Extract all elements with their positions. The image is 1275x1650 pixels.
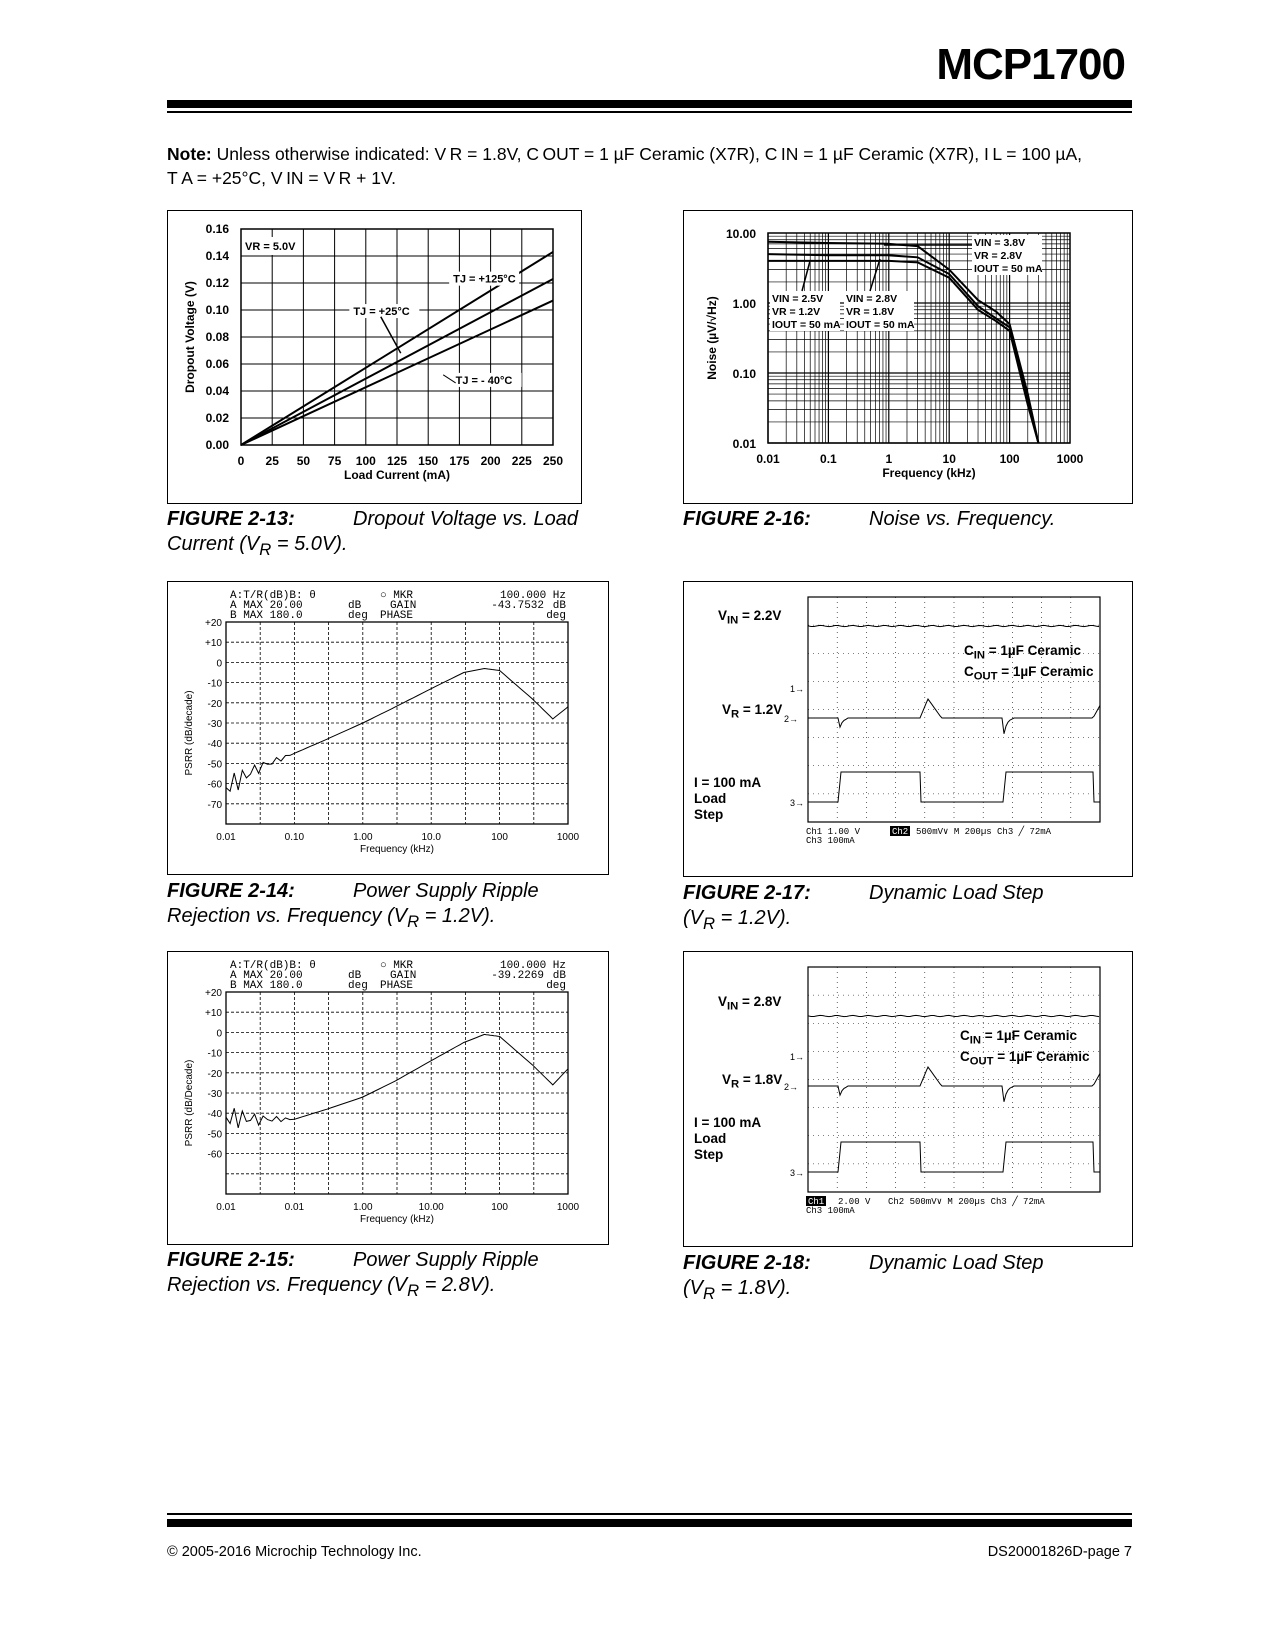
vr-trace	[808, 699, 1100, 734]
load-step-label: I = 100 mA Load Step	[694, 1115, 762, 1162]
figure-2-13-panel	[167, 210, 582, 504]
y-tick-label: -70	[207, 799, 222, 811]
y-tick-label: 0.06	[205, 357, 229, 371]
annotation-label: VR = 1.8V	[846, 306, 895, 318]
y-tick-label: 1.00	[732, 297, 756, 311]
x-tick-label: 0	[237, 454, 245, 468]
y-tick-label: 0.16	[205, 222, 229, 236]
x-tick-label: 0.01	[756, 452, 780, 466]
analyzer-header: deg	[546, 610, 566, 622]
annotation-label: VR = 1.2V	[772, 306, 821, 318]
figure-2-17-caption	[683, 881, 1123, 936]
status-line: Ch1 1.00 V	[806, 827, 861, 837]
channel-marker: 1→	[789, 1052, 804, 1062]
figure-2-18-panel	[683, 951, 1133, 1247]
annotation-label: IOUT = 50 mA	[846, 319, 915, 331]
header-rule-thick	[167, 100, 1132, 108]
vr-label: $V_R = 1.2V$	[722, 702, 783, 721]
figure-2-14-panel	[167, 581, 609, 875]
y-tick-label: -20	[207, 698, 222, 710]
y-axis-label: Dropout Voltage (V)	[183, 281, 197, 393]
figure-2-15-panel	[167, 951, 609, 1245]
x-tick-label: 0.01	[216, 832, 236, 843]
x-tick-label: 25	[265, 454, 279, 468]
y-tick-label: 0	[216, 658, 222, 670]
analyzer-header: ○ MKR	[380, 960, 414, 972]
y-tick-label: 0.02	[205, 411, 229, 425]
y-tick-label: -40	[207, 739, 222, 751]
y-tick-label: -10	[207, 678, 222, 690]
y-axis-label: PSRR (dB/Decade)	[184, 1059, 195, 1147]
x-tick-label: 1000	[556, 1202, 580, 1213]
analyzer-header: deg	[348, 610, 368, 622]
figure-2-13-caption	[167, 507, 597, 562]
status-line: 2.00 V	[838, 1197, 871, 1207]
caption-sub: R	[703, 1284, 716, 1303]
x-tick-label: 150	[418, 454, 439, 468]
y-tick-label: 0	[216, 1028, 222, 1040]
y-tick-label: 0.01	[732, 437, 756, 451]
series-label: TJ = +25°C	[353, 306, 410, 319]
caption-text: Current (V	[167, 533, 260, 555]
caption-text: Dynamic Load Step	[869, 1252, 1044, 1274]
leader-line	[381, 317, 401, 353]
status-line: 500mV∨ M 200µs Ch3 ╱ 72mA	[916, 827, 1052, 837]
x-axis-label: Load Current (mA)	[344, 468, 450, 482]
x-tick-label: 200	[480, 454, 501, 468]
x-tick-label: 125	[386, 454, 408, 468]
y-axis-label: PSRR (dB/decade)	[184, 690, 195, 776]
analyzer-header: dB	[348, 970, 362, 982]
series-label: TJ = +125°C	[453, 273, 516, 286]
x-tick-label: 0.01	[284, 1202, 305, 1213]
annotation-label: VR = 2.8V	[974, 250, 1023, 262]
y-tick-label: 0.10	[732, 367, 756, 381]
caption-text: Dynamic Load Step	[869, 882, 1044, 904]
figure-2-16-panel	[683, 210, 1133, 504]
caption-number: FIGURE 2-15:	[167, 1249, 295, 1271]
x-axis-label: Frequency (kHz)	[360, 844, 434, 855]
analyzer-header: GAIN	[390, 970, 417, 982]
caption-sub: R	[703, 914, 716, 933]
caption-text: Rejection vs. Frequency (V	[167, 1274, 408, 1296]
caption-text: Rejection vs. Frequency (V	[167, 905, 408, 927]
page-title: MCP1700	[936, 40, 1125, 89]
conditions-note	[167, 142, 1132, 190]
caption-text: Noise vs. Frequency.	[869, 508, 1056, 530]
analyzer-header: A MAX 20.00	[230, 600, 303, 612]
caption-text: = 5.0V).	[271, 533, 348, 555]
x-tick-label: 100	[491, 832, 508, 843]
figure-2-14-caption	[167, 879, 607, 934]
x-axis-label: Frequency (kHz)	[882, 466, 976, 480]
caption-text: Power Supply Ripple	[353, 880, 539, 902]
vin-trace	[808, 1015, 1099, 1016]
channel-marker: 2→	[783, 714, 798, 724]
y-tick-label: +20	[205, 988, 222, 999]
analyzer-header: A:T/R(dB)B: θ	[230, 960, 316, 972]
y-tick-label: -60	[207, 1149, 222, 1161]
footer-rule-thick	[167, 1519, 1132, 1527]
analyzer-header: B MAX 180.0	[230, 610, 303, 622]
y-tick-label: 0.10	[205, 303, 229, 317]
x-axis-label: Frequency (kHz)	[360, 1214, 434, 1225]
y-tick-label: +20	[205, 618, 222, 629]
x-tick-label: 100	[355, 454, 376, 468]
y-tick-label: 0.00	[205, 438, 229, 452]
analyzer-header: B MAX 180.0	[230, 980, 303, 992]
caption-number: FIGURE 2-18:	[683, 1252, 811, 1274]
caption-text: Dropout Voltage vs. Load	[353, 508, 578, 530]
capacitor-label: $C_{IN} = 1\mu F$ Ceramic $C_{OUT} = 1\mu F$ Ceramic	[964, 643, 1094, 683]
y-tick-label: +10	[205, 638, 222, 650]
figure-2-15-caption	[167, 1248, 607, 1303]
x-tick-label: 10.00	[418, 1202, 444, 1213]
x-tick-label: 1000	[1056, 452, 1084, 466]
x-tick-label: 100	[491, 1202, 508, 1213]
caption-number: FIGURE 2-13:	[167, 508, 295, 530]
figure-2-17-panel	[683, 581, 1133, 877]
y-tick-label: -60	[207, 779, 222, 791]
analyzer-header: ○ MKR	[380, 590, 414, 602]
y-tick-label: -50	[207, 1129, 222, 1141]
series-label: TJ = - 40°C	[455, 374, 513, 387]
channel-marker: 3→	[789, 798, 804, 808]
x-tick-label: 100	[999, 452, 1020, 466]
caption-text: Power Supply Ripple	[353, 1249, 539, 1271]
caption-sub: R	[407, 1281, 420, 1300]
condition-label: VR = 5.0V	[245, 241, 296, 253]
status-line: Ch2 500mV∨ M 200µs Ch3 ╱ 72mA	[888, 1197, 1045, 1207]
caption-text: = 1.8V).	[715, 1277, 792, 1299]
y-tick-label: 0.12	[205, 276, 229, 290]
caption-number: FIGURE 2-17:	[683, 882, 811, 904]
y-axis-label: Noise (µV/√Hz)	[705, 296, 719, 380]
caption-text: = 1.2V).	[715, 907, 792, 929]
vr-label: $V_R = 1.8V$	[722, 1072, 783, 1091]
note-label: Note:	[167, 144, 212, 164]
caption-sub: R	[259, 540, 272, 559]
status-line: Ch3 100mA	[806, 1206, 855, 1216]
y-tick-label: -40	[207, 1109, 222, 1121]
y-tick-label: -50	[207, 759, 222, 771]
figure-2-16-caption	[683, 507, 1123, 532]
x-tick-label: 1000	[556, 832, 580, 843]
psrr-chart-2v8	[168, 952, 608, 1244]
analyzer-header: A:T/R(dB)B: θ	[230, 590, 316, 602]
y-tick-label: +10	[205, 1008, 222, 1020]
x-tick-label: 1	[885, 452, 893, 466]
psrr-chart-1v2	[168, 582, 608, 874]
caption-sub: R	[407, 912, 420, 931]
status-line: Ch1	[808, 1197, 825, 1207]
x-tick-label: 10	[942, 452, 956, 466]
load-step-label: I = 100 mA Load Step	[694, 775, 762, 822]
x-tick-label: 250	[542, 454, 564, 468]
footer-rule-thin	[167, 1513, 1132, 1515]
analyzer-header: 100.000 Hz	[499, 960, 566, 972]
vin-label: $V_{IN} = 2.8V$	[718, 994, 782, 1013]
vin-trace	[808, 625, 1099, 626]
caption-text: (V	[683, 1277, 703, 1299]
x-tick-label: 0.10	[284, 832, 305, 843]
annotation-label: IOUT = 50 mA	[974, 263, 1043, 275]
caption-number: FIGURE 2-14:	[167, 880, 295, 902]
analyzer-header: PHASE	[380, 610, 414, 622]
analyzer-header: dB	[552, 970, 566, 982]
x-tick-label: 225	[511, 454, 532, 468]
y-tick-label: -20	[207, 1068, 222, 1080]
channel-marker: 3→	[789, 1168, 804, 1178]
copyright: © 2005-2016 Microchip Technology Inc.	[167, 1544, 422, 1560]
caption-text: = 1.2V).	[419, 905, 496, 927]
y-tick-label: 10.00	[725, 227, 756, 241]
y-tick-label: 0.08	[205, 330, 229, 344]
analyzer-header: -39.2269	[491, 970, 544, 982]
analyzer-header: dB	[348, 600, 362, 612]
leader-line	[870, 259, 880, 291]
series-line	[768, 254, 1038, 443]
x-tick-label: 0.1	[820, 452, 837, 466]
annotation-label: VIN = 3.8V	[974, 237, 1026, 249]
vin-label: $V_{IN} = 2.2V$	[718, 608, 782, 627]
analyzer-header: -43.7532	[491, 600, 544, 612]
caption-text: = 2.8V).	[419, 1274, 496, 1296]
x-tick-label: 50	[296, 454, 311, 468]
x-tick-label: 75	[327, 454, 342, 468]
caption-text: (V	[683, 907, 703, 929]
capacitor-label: $C_{IN} = 1\mu F$ Ceramic $C_{OUT} = 1\mu F$ Ceramic	[960, 1028, 1090, 1068]
channel-marker: 1→	[789, 684, 804, 694]
note-line1: Unless otherwise indicated: V R = 1.8V, C OUT = 1 µF Ceramic (X7R), C IN = 1 µF Ceramic (X7R), I L = 100 µA,	[216, 144, 1083, 164]
x-tick-label: 1.00	[353, 1202, 373, 1213]
x-tick-label: 10.0	[421, 832, 441, 843]
y-tick-label: -30	[207, 1089, 222, 1100]
annotation-label: IOUT = 50 mA	[772, 319, 841, 331]
status-line: Ch2	[892, 827, 909, 837]
status-line: Ch3 100mA	[806, 836, 855, 846]
leader-line	[802, 261, 810, 291]
annotation-label: VIN = 2.8V	[846, 293, 898, 305]
figure-2-18-caption	[683, 1251, 1123, 1306]
x-tick-label: 0.01	[216, 1202, 236, 1213]
annotation-label: VIN = 2.5V	[772, 293, 824, 305]
analyzer-header: PHASE	[380, 980, 414, 992]
y-tick-label: -30	[207, 719, 222, 730]
channel-marker: 2→	[783, 1082, 798, 1092]
y-tick-label: 0.14	[205, 249, 229, 263]
y-tick-label: -10	[207, 1048, 222, 1060]
analyzer-header: GAIN	[390, 600, 417, 612]
analyzer-header: deg	[348, 980, 368, 992]
analyzer-header: A MAX 20.00	[230, 970, 303, 982]
dropout-voltage-chart	[168, 211, 581, 503]
note-line2: T A = +25°C, V IN = V R + 1V.	[167, 168, 396, 188]
x-tick-label: 1.00	[353, 832, 373, 843]
header-rule-thin	[167, 111, 1132, 113]
analyzer-header: deg	[546, 980, 566, 992]
analyzer-header: dB	[552, 600, 566, 612]
page-number: DS20001826D-page 7	[987, 1544, 1132, 1560]
analyzer-header: 100.000 Hz	[499, 590, 566, 602]
noise-chart	[684, 211, 1132, 503]
caption-number: FIGURE 2-16:	[683, 508, 811, 530]
y-tick-label: 0.04	[205, 384, 229, 398]
x-tick-label: 175	[449, 454, 470, 468]
